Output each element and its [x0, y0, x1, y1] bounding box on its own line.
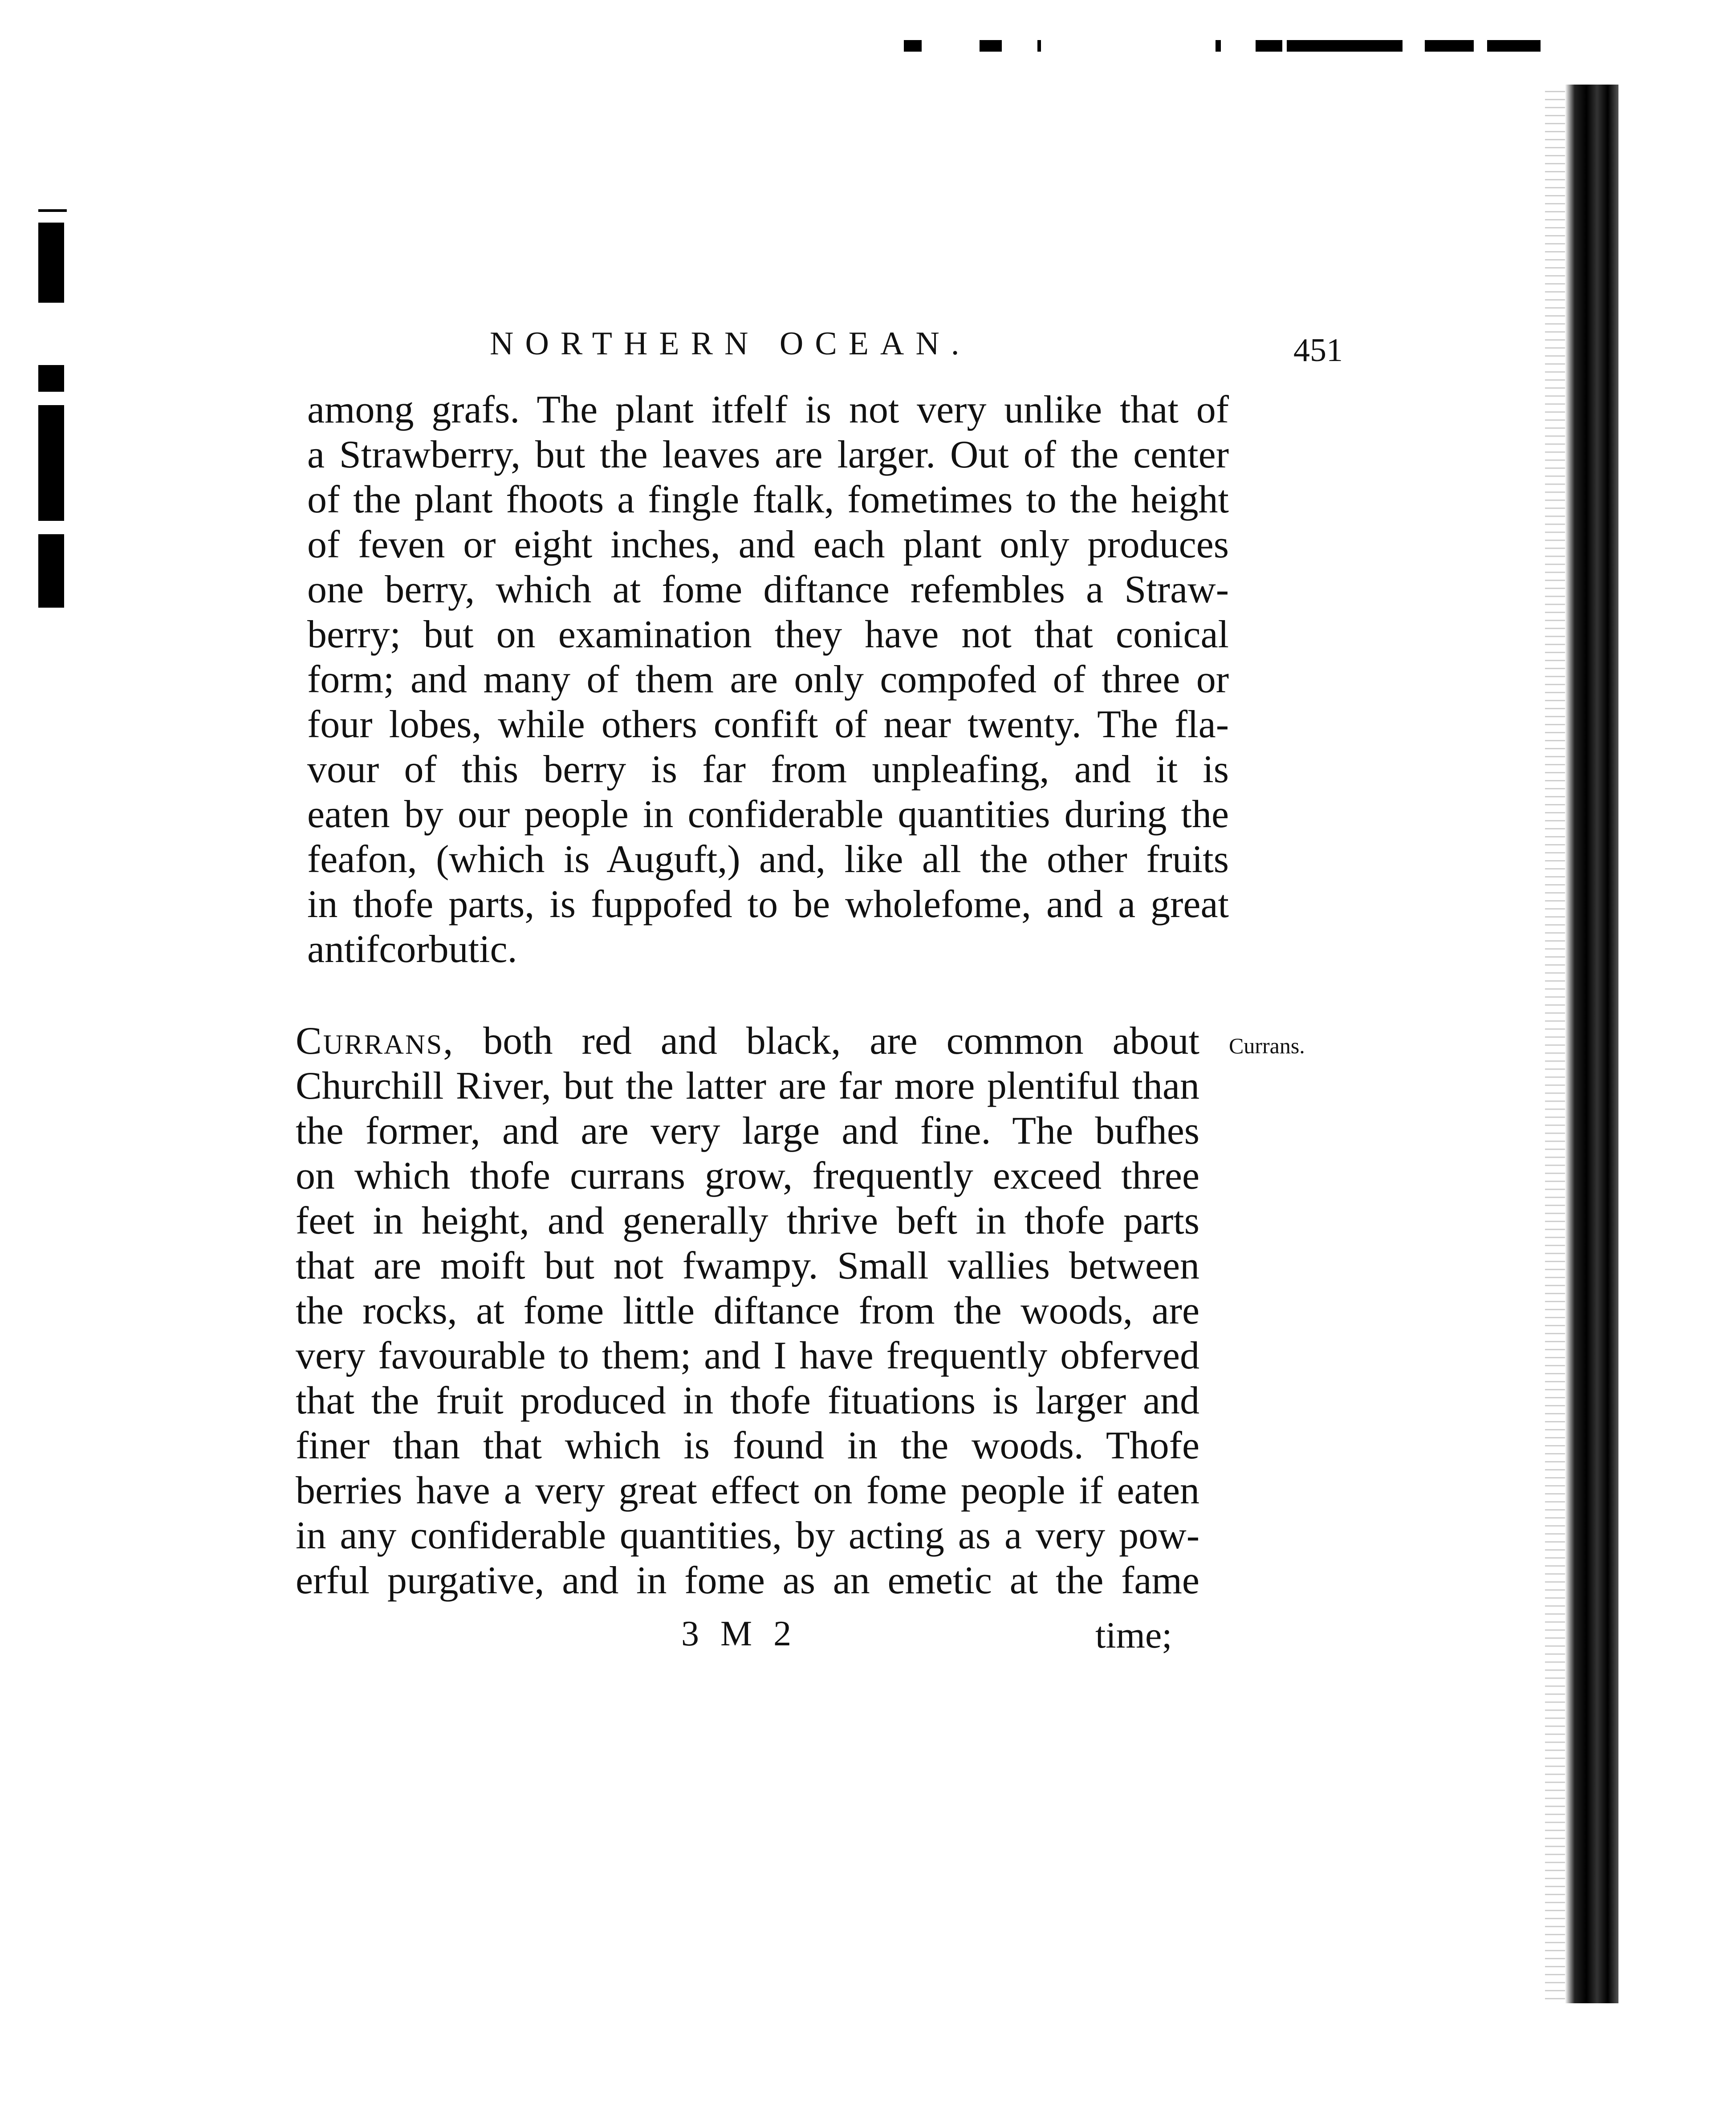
text-line: feafon, (which is Auguft,) and, like all the other fruits — [307, 838, 1229, 881]
text-line: four lobes, while others confift of near twenty. The fla- — [307, 703, 1229, 746]
page-number: 451 — [1293, 332, 1343, 369]
text-line: berry; but on examination they have not that conical — [307, 613, 1229, 656]
text-line: form; and many of them are only compofed of three or — [307, 658, 1229, 701]
text-line: feet in height, and generally thrive beft in thofe parts — [296, 1199, 1199, 1242]
lead-word: Currans, — [296, 1019, 455, 1063]
text-line: a Strawberry, but the leaves are larger. Out of the center — [307, 433, 1229, 476]
text-line: the rocks, at fome little diftance from the woods, are — [296, 1289, 1199, 1332]
book-spine-shadow — [1565, 85, 1618, 2003]
text-line: in thofe parts, is fuppofed to be wholefome, and a great — [307, 883, 1229, 926]
paragraph-2 — [296, 1019, 1199, 1603]
text-line: among grafs. The plant itfelf is not very unlike that of — [307, 388, 1229, 431]
first-line-rest: both red and black, are common about — [483, 1019, 1199, 1063]
text-line: eaten by our people in confiderable quantities during the — [307, 793, 1229, 836]
scan-artifact-bar — [38, 534, 64, 608]
scan-artifact-line — [38, 209, 67, 212]
scan-artifact-bar — [38, 405, 64, 521]
text-line: of feven or eight inches, and each plant only produces — [307, 523, 1229, 566]
text-line: on which thofe currans grow, frequently exceed three — [296, 1154, 1199, 1198]
text-line: in any confiderable quantities, by acting as a very pow- — [296, 1514, 1199, 1557]
scan-artifact-top-marks — [904, 40, 1563, 53]
text-line: berries have a very great effect on fome people if eaten — [296, 1469, 1199, 1512]
text-line: that are moift but not fwampy. Small vallies between — [296, 1244, 1199, 1287]
text-line: that the fruit produced in thofe fituations is larger and — [296, 1379, 1199, 1422]
scan-artifact-bar — [38, 365, 64, 392]
text-line-first — [296, 1019, 1199, 1064]
text-line: very favourable to them; and I have frequently obferved — [296, 1334, 1199, 1377]
text-line: vour of this berry is far from unpleafing, and it is — [307, 748, 1229, 791]
signature-mark: 3 M 2 — [681, 1614, 798, 1653]
text-line: of the plant fhoots a fingle ftalk, fometimes to the height — [307, 478, 1229, 521]
text-line: the former, and are very large and fine. The bufhes — [296, 1109, 1199, 1153]
text-line: one berry, which at fome diftance refembles a Straw- — [307, 568, 1229, 611]
paragraph-1 — [307, 387, 1229, 972]
margin-note: Currans. — [1229, 1033, 1305, 1058]
running-head: NORTHERN OCEAN. — [490, 325, 971, 362]
catchword: time; — [1095, 1615, 1172, 1656]
scan-artifact-bar — [38, 223, 64, 303]
text-line: Churchill River, but the latter are far more plentiful than — [296, 1064, 1199, 1108]
text-line: finer than that which is found in the woods. Thofe — [296, 1424, 1199, 1467]
text-line: antifcorbutic. — [307, 928, 517, 971]
text-line: erful purgative, and in fome as an emetic at the fame — [296, 1559, 1199, 1602]
